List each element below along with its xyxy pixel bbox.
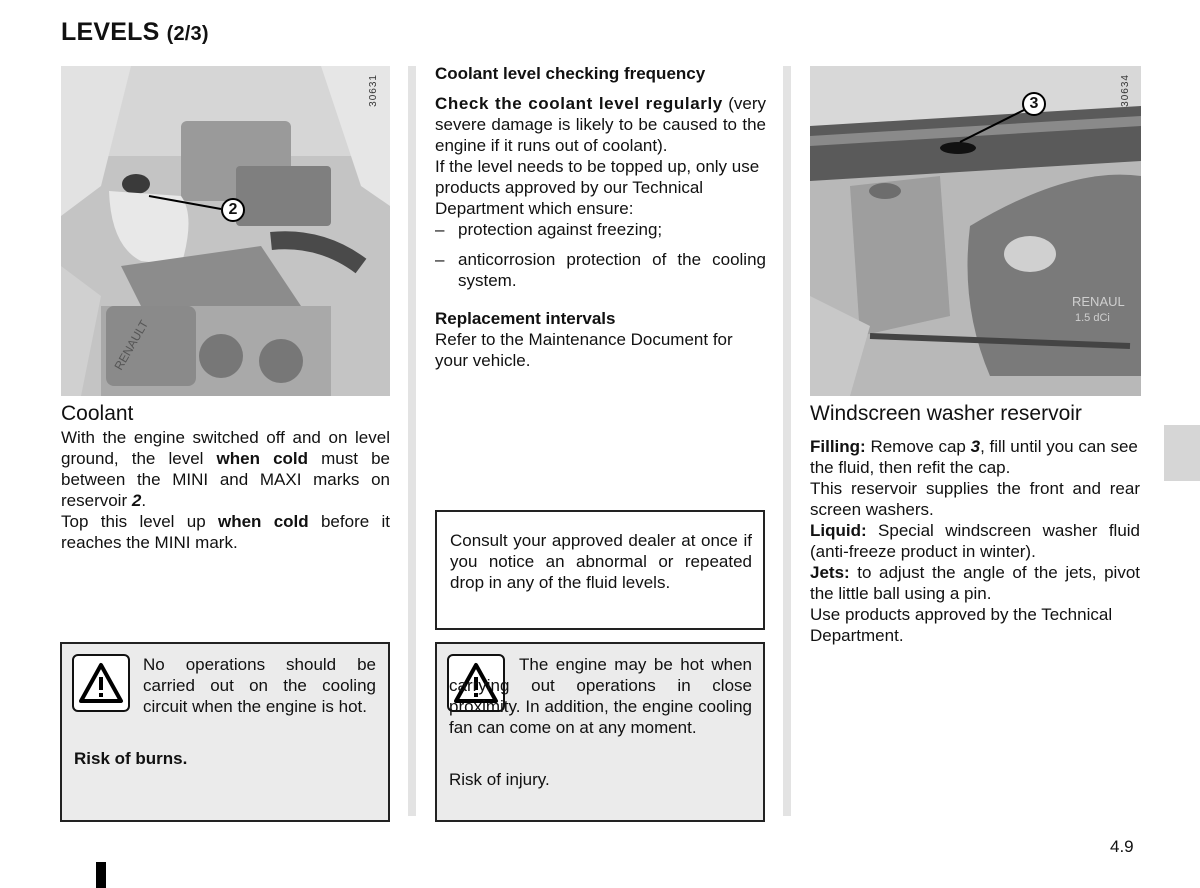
cap-ref-3: 3 — [970, 437, 981, 456]
warning-emphasis-injury: Risk of injury. — [449, 770, 550, 789]
warning-text-injury: The engine may be hot when carrying out operations in close proximity. In addition, the engine cooling fan can come on at any moment. — [449, 655, 752, 737]
liquid-label: Liquid: — [810, 521, 867, 540]
supply-para: This reservoir supplies the front and rear screen washers. — [810, 479, 1140, 519]
coolant-text — [61, 427, 390, 553]
topup-para: If the level needs to be topped up, only use products approved by our Technical Department which ensure: — [435, 157, 760, 218]
list-dash: – — [435, 250, 445, 269]
warning-box-injury — [435, 642, 765, 822]
photo-ref-right: 30634 — [1120, 74, 1131, 107]
photo-ref-left: 30631 — [368, 74, 379, 107]
list-item — [435, 249, 766, 291]
jets-text: to adjust the angle of the jets, pivot the little ball using a pin. — [810, 563, 1140, 603]
page-number: 4.9 — [1110, 837, 1134, 856]
replacement-para: Refer to the Maintenance Document for your vehicle. — [435, 330, 733, 370]
coolant-para-1-e: . — [141, 491, 147, 510]
warning-emphasis-burns: Risk of burns. — [74, 749, 188, 768]
washer-heading: Windscreen washer reservoir — [810, 402, 1082, 425]
coolant-para-2 — [61, 511, 390, 553]
crop-mark — [96, 862, 106, 888]
coolant-para-1-b: when cold — [216, 449, 309, 468]
warning-text-burns: No operations should be carried out on the cooling circuit when the engine is hot. — [143, 655, 376, 716]
list-dash: – — [435, 220, 445, 239]
coolant-para-1-c: must be between the MINI and MAXI marks on reservoir — [61, 449, 390, 510]
callout-3: 3 — [1022, 92, 1046, 116]
jets-label: Jets: — [810, 563, 850, 582]
engine-photo-washer — [810, 66, 1141, 396]
list-item-text: protection against freezing; — [458, 220, 663, 239]
coolant-para-1-a: With the engine switched off and on level ground, the level — [61, 428, 390, 468]
filling-para — [810, 436, 1140, 478]
page-title-main: LEVELS — [61, 18, 160, 46]
coolant-para-1 — [61, 427, 390, 511]
products-para: Use products approved by the Technical Department. — [810, 605, 1113, 645]
column-divider-right — [783, 66, 791, 816]
callout-2: 2 — [221, 198, 245, 222]
filling-label: Filling: — [810, 437, 866, 456]
washer-text — [810, 436, 1140, 646]
reservoir-ref-2: 2 — [131, 491, 142, 510]
frequency-para — [435, 93, 766, 156]
note-text: Consult your approved dealer at once if you notice an abnormal or repeated drop in any of the fluid levels. — [450, 531, 752, 592]
coolant-para-2-c: before it reaches the MINI mark. — [61, 512, 390, 552]
svg-text:1.5 dCi: 1.5 dCi — [1075, 312, 1110, 324]
frequency-heading: Coolant level checking frequency — [435, 64, 706, 83]
coolant-heading: Coolant — [61, 402, 134, 425]
page-title — [61, 18, 209, 47]
engine-photo-coolant — [61, 66, 390, 396]
list-item — [435, 219, 766, 240]
frequency-bold: Check the coolant level regularly — [435, 94, 723, 113]
middle-text — [435, 63, 766, 371]
replacement-heading: Replacement intervals — [435, 309, 616, 328]
section-tab — [1164, 425, 1200, 481]
svg-text:RENAULT: RENAULT — [111, 317, 152, 373]
note-box-dealer — [435, 510, 765, 630]
list-item-text: anticorrosion protection of the cooling system. — [458, 250, 766, 290]
liquid-para — [810, 520, 1140, 562]
page-title-sub: (2/3) — [166, 23, 209, 45]
filling-b: , fill until you can see the fluid, then refit the cap. — [810, 437, 1138, 477]
coolant-para-2-a: Top this level up — [61, 512, 218, 531]
warning-box-burns — [60, 642, 390, 822]
filling-a: Remove cap — [865, 437, 971, 456]
jets-para — [810, 562, 1140, 604]
liquid-text: Special windscreen washer fluid (anti-freeze product in winter). — [810, 521, 1140, 561]
warning-triangle-icon — [72, 654, 130, 712]
frequency-rest: (very severe damage is likely to be caused to the engine if it runs out of coolant). — [435, 94, 766, 155]
column-divider-left — [408, 66, 416, 816]
svg-text:RENAUL: RENAUL — [1072, 294, 1125, 309]
coolant-para-2-b: when cold — [217, 512, 309, 531]
